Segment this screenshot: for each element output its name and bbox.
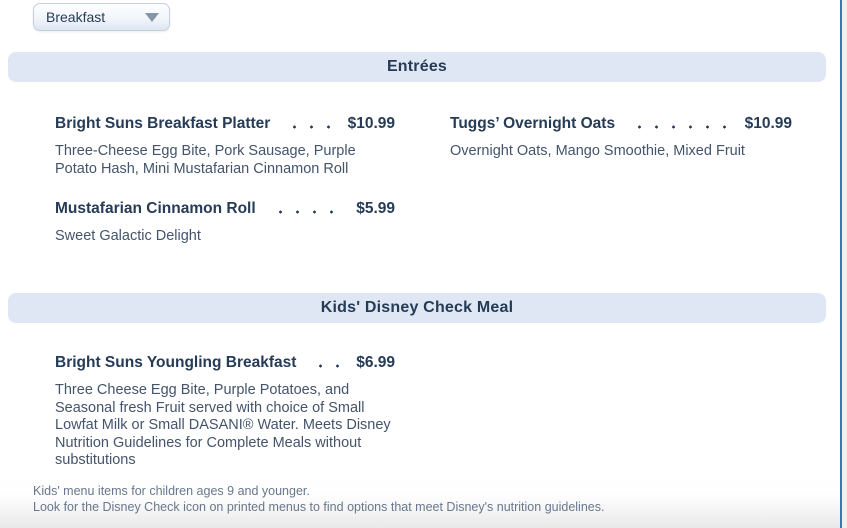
- footnote-line-2: Look for the Disney Check icon on printed menus to find options that meet Disney's nutrition guidelines.: [33, 499, 605, 514]
- section-title: Kids' Disney Check Meal: [320, 299, 514, 316]
- entrees-item-grid: [55, 114, 792, 246]
- kids-item-grid: [55, 353, 792, 470]
- category-dropdown[interactable]: [33, 3, 170, 31]
- section-header-entrees: [8, 52, 826, 82]
- item-description: Sweet Galactic Delight: [55, 228, 201, 244]
- item-title-row: [55, 114, 395, 134]
- item-title-row: [55, 199, 395, 219]
- menu-item-bright-suns-breakfast-platter: [55, 114, 395, 178]
- item-name: Mustafarian Cinnamon Roll: [55, 200, 256, 217]
- item-price: $10.99: [744, 115, 792, 132]
- item-title-row: [55, 353, 395, 373]
- section-header-kids-disney-check-meal: [8, 293, 826, 323]
- kids-menu-footnote: [0, 478, 840, 528]
- category-dropdown-value: Breakfast: [46, 9, 106, 25]
- footnote-line-1: Kids' menu items for children ages 9 and younger.: [33, 484, 310, 498]
- item-title-row: [450, 114, 792, 134]
- menu-item-tuggs-overnight-oats: [450, 114, 792, 161]
- menu-item-mustafarian-cinnamon-roll: [55, 199, 395, 246]
- item-description: Three Cheese Egg Bite, Purple Potatoes, and Seasonal fresh Fruit served with choice of Small Lowfat Milk or Small DASANI® Water. Meets Disney Nutrition Guidelines for Complete Meals without substitutions: [55, 382, 391, 468]
- item-name: Tuggs’ Overnight Oats: [450, 115, 616, 132]
- item-name: Bright Suns Youngling Breakfast: [55, 354, 297, 371]
- scrollbar-track[interactable]: [840, 0, 847, 528]
- item-price: $6.99: [356, 354, 395, 371]
- section-title: Entrées: [386, 58, 448, 75]
- item-price: $5.99: [356, 200, 395, 217]
- dot-leader: [272, 210, 343, 214]
- dot-leader: [286, 125, 333, 129]
- dot-leader: [631, 125, 731, 129]
- item-description: Three-Cheese Egg Bite, Pork Sausage, Purple Potato Hash, Mini Mustafarian Cinnamon Roll: [55, 143, 356, 177]
- item-name: Bright Suns Breakfast Platter: [55, 115, 271, 132]
- menu-item-bright-suns-youngling-breakfast: [55, 353, 395, 470]
- item-description: Overnight Oats, Mango Smoothie, Mixed Fruit: [450, 143, 745, 159]
- item-price: $10.99: [347, 115, 395, 132]
- chevron-down-icon: [145, 13, 159, 22]
- dot-leader: [312, 364, 342, 368]
